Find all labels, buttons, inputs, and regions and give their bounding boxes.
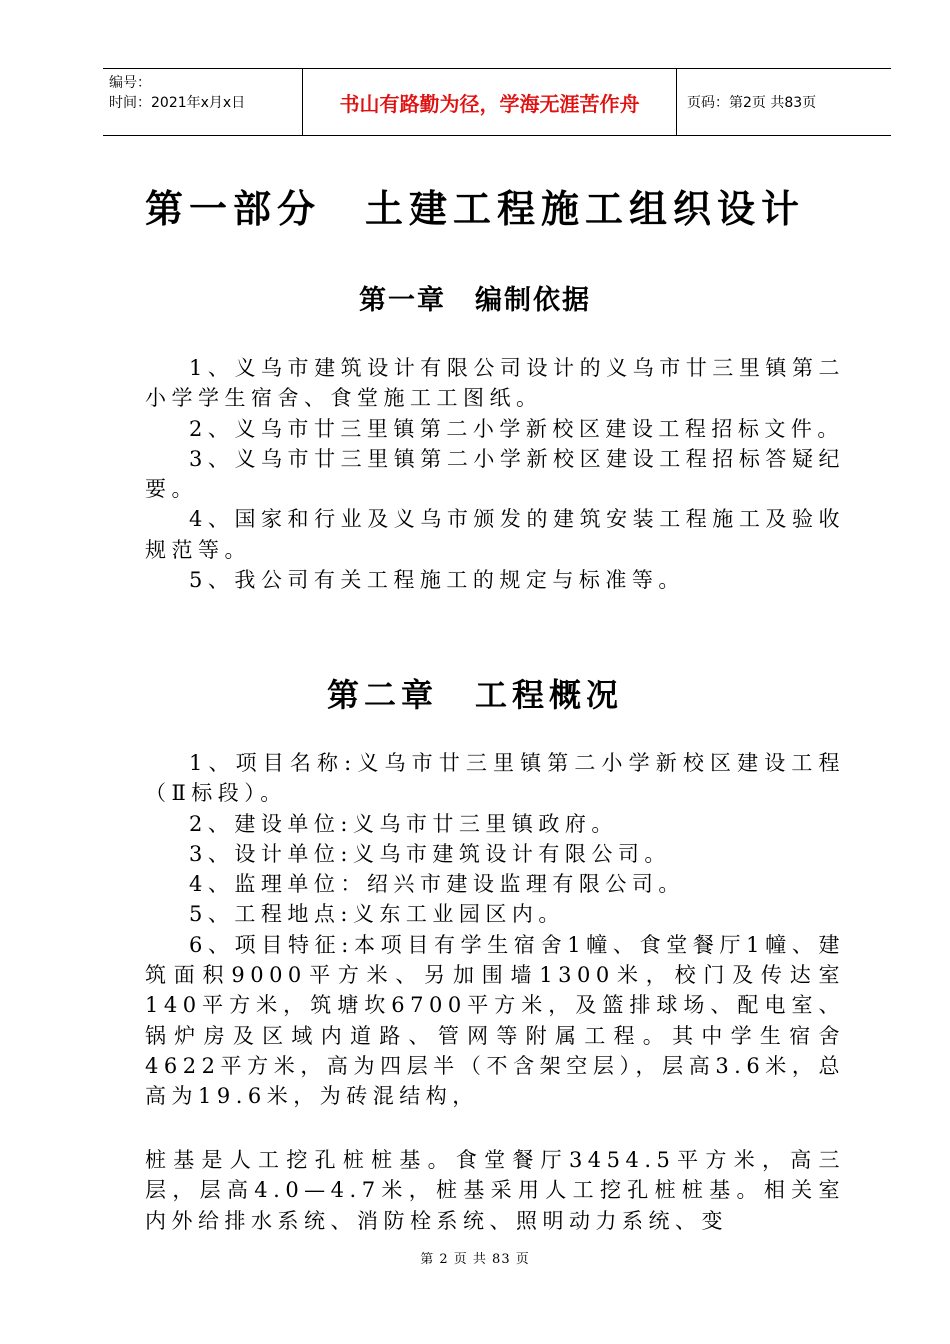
- chapter2-item: 5、工程地点:义东工业园区内。: [189, 902, 565, 927]
- page-footer: 第 2 页 共 83 页: [420, 1252, 530, 1267]
- chapter2-item: 4、监理单位：绍兴市建设监理有限公司。: [189, 872, 685, 897]
- number-label: 编号：: [109, 75, 151, 91]
- page-header: [103, 68, 891, 136]
- chapter1-title: 第一章 编制依据: [359, 285, 591, 316]
- continuation-paragraph: 桩基是人工挖孔桩桩基。食堂餐厅3454.5平方米，高三层，层高4.0—4.7米，桩基采用人工挖孔桩桩基。相关室内外给排水系统、消防栓系统、照明动力系统、变: [145, 1148, 845, 1233]
- chapter2-body: [145, 748, 845, 1112]
- chapter2-item: 2、建设单位:义乌市廿三里镇政府。: [189, 811, 618, 836]
- chapter2-title: 第二章 工程概况: [326, 676, 623, 714]
- chapter2-item: 3、设计单位:义乌市建筑设计有限公司。: [189, 841, 671, 866]
- part-title: 第一部分 土建工程施工组织设计: [144, 187, 805, 231]
- chapter1-body: [145, 353, 845, 595]
- chapter1-item: 5、我公司有关工程施工的规定与标准等。: [189, 568, 685, 593]
- chapter2-item: 1、项目名称:义乌市廿三里镇第二小学新校区建设工程（Ⅱ标段）。: [145, 751, 845, 806]
- chapter1-item: 1、义乌市建筑设计有限公司设计的义乌市廿三里镇第二小学学生宿舍、食堂施工工图纸。: [145, 356, 845, 411]
- chapter2-item: 6、项目特征:本项目有学生宿舍1幢、食堂餐厅1幢、建筑面积9000平方米、另加围墙1300米，校门及传达室140平方米，筑塘坎6700平方米，及篮排球场、配电室、锅炉房及区域内道路、管网等附属工程。其中学生宿舍4622平方米，高为四层半（不含架空层），层高3.6米，总高为19.6米，为砖混结构，: [145, 932, 845, 1109]
- header-page-code: 页码：第2页 共83页: [687, 95, 817, 111]
- chapter2-continuation: [145, 1145, 845, 1236]
- time-label: 时间：2021年x月x日: [109, 95, 246, 111]
- chapter1-item: 4、国家和行业及义乌市颁发的建筑安装工程施工及验收规范等。: [145, 507, 845, 562]
- chapter1-item: 2、义乌市廿三里镇第二小学新校区建设工程招标文件。: [189, 416, 844, 441]
- header-meta: [103, 69, 303, 135]
- chapter1-item: 3、义乌市廿三里镇第二小学新校区建设工程招标答疑纪要。: [145, 446, 845, 502]
- header-motto: 书山有路勤为径，学海无涯苦作舟: [303, 69, 677, 135]
